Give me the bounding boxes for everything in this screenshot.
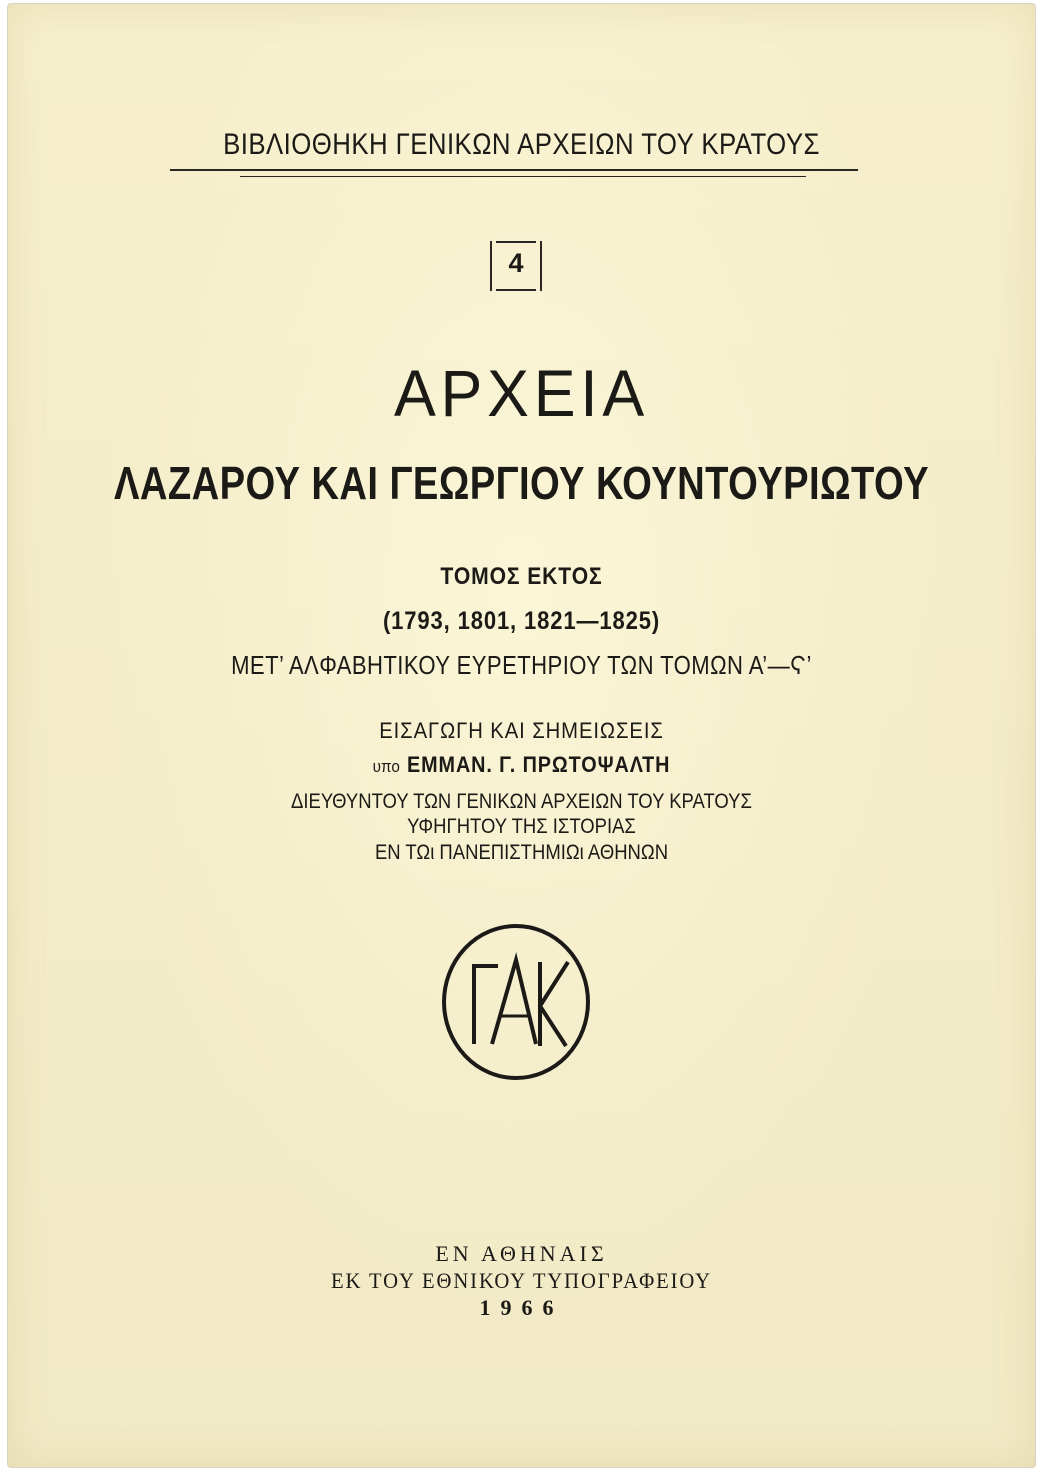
- author-position: ΥΦΗΓΗΤΟΥ ΤΗΣ ΙΣΤΟΡΙΑΣ: [407, 815, 636, 838]
- volume-number-box: [490, 241, 542, 291]
- series-rule-bottom: [240, 176, 806, 177]
- series-rule-top: [170, 169, 858, 171]
- publication-year: 1966: [479, 1295, 564, 1320]
- volume-label: ΤΟΜΟΣ ΕΚΤΟΣ: [440, 563, 603, 590]
- series-title: ΒΙΒΛΙΟΘΗΚΗ ΓΕΝΙΚΩΝ ΑΡΧΕΙΩΝ ΤΟΥ ΚΡΑΤΟΥΣ: [223, 128, 820, 161]
- by-prefix: υπο: [372, 757, 400, 776]
- publication-place: ΕΝ ΑΘΗΝΑΙΣ: [435, 1241, 608, 1266]
- author-position: ΔΙΕΥΘΥΝΤΟΥ ΤΩΝ ΓΕΝΙΚΩΝ ΑΡΧΕΙΩΝ ΤΟΥ ΚΡΑΤΟΥΣ: [291, 790, 752, 813]
- index-note: ΜΕΤ’ ΑΛΦΑΒΗΤΙΚΟΥ ΕΥΡΕΤΗΡΙΟΥ ΤΩΝ ΤΟΜΩΝ Α’—Ϛ’: [231, 650, 812, 680]
- publisher: ΕΚ ΤΟΥ ΕΘΝΙΚΟΥ ΤΥΠΟΓΡΑΦΕΙΟΥ: [331, 1268, 712, 1293]
- main-title: ΑΡΧΕΙΑ: [393, 356, 650, 430]
- gak-logo-icon: [436, 922, 596, 1082]
- author-name: ΕΜΜΑΝ. Γ. ΠΡΩΤΟΨΑΛΤΗ: [407, 752, 671, 777]
- volume-number: 4: [508, 248, 524, 278]
- years-covered: (1793, 1801, 1821—1825): [382, 607, 661, 635]
- introduction-label: ΕΙΣΑΓΩΓΗ ΚΑΙ ΣΗΜΕΙΩΣΕΙΣ: [379, 718, 664, 743]
- author-line: [52, 752, 991, 778]
- subtitle: ΛΑΖΑΡΟΥ ΚΑΙ ΓΕΩΡΓΙΟΥ ΚΟΥΝΤΟΥΡΙΩΤΟΥ: [114, 457, 929, 509]
- author-position: ΕΝ ΤΩι ΠΑΝΕΠΙΣΤΗΜΙΩι ΑΘΗΝΩΝ: [374, 841, 669, 864]
